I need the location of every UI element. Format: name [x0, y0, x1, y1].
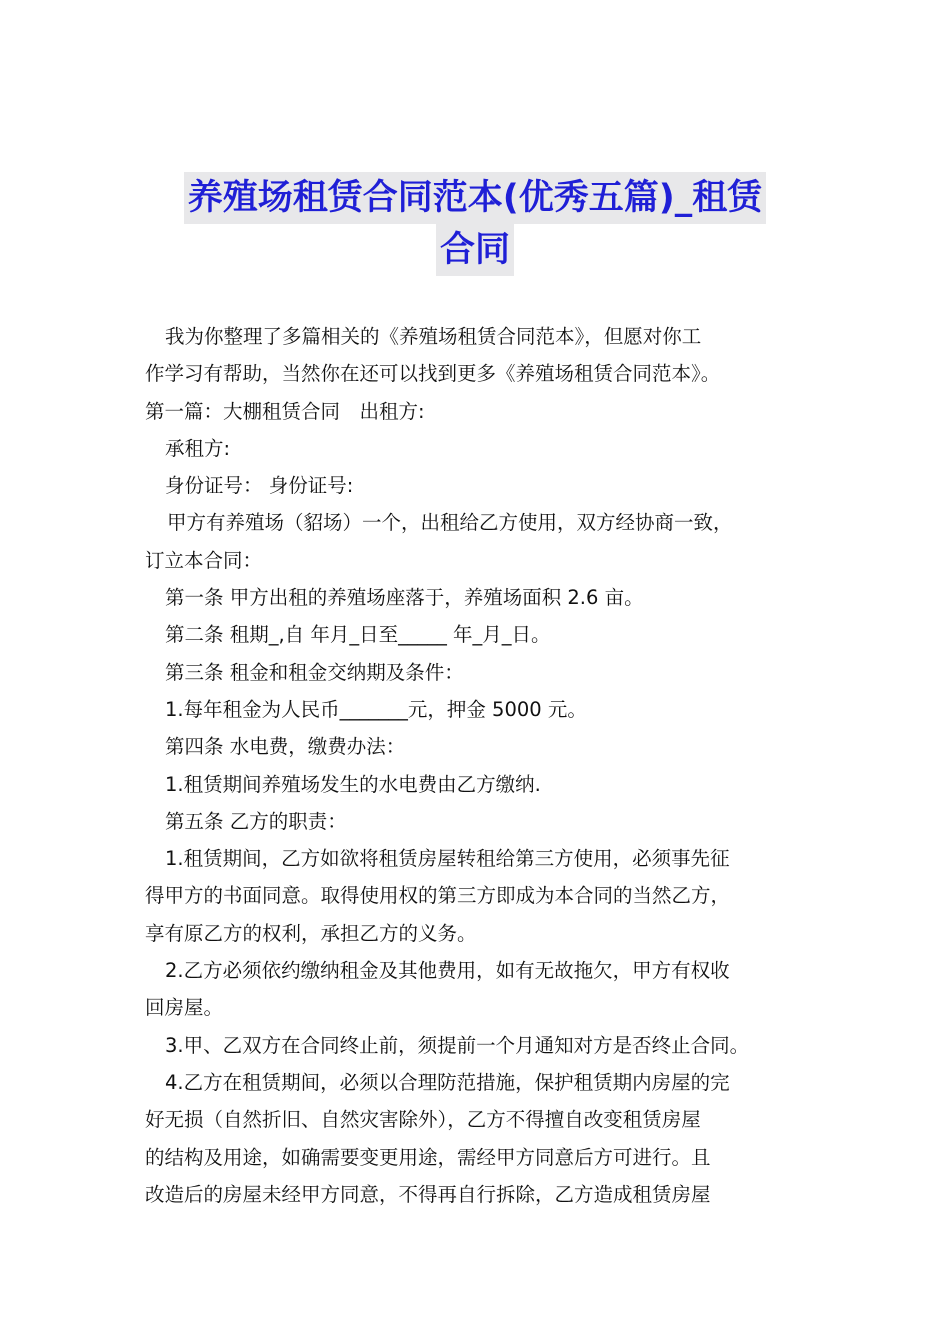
title-line-2: 合同 [436, 224, 514, 276]
paragraph-line: 我为你整理了多篇相关的《养殖场租赁合同范本》，但愿对你工 [165, 325, 702, 348]
paragraph-line: 1.租赁期间，乙方如欲将租赁房屋转租给第三方使用，必须事先征 [165, 847, 730, 871]
paragraph-line: 第四条 水电费，缴费办法： [165, 735, 406, 759]
paragraph-line: 订立本合同： [145, 548, 263, 572]
paragraph-line: 身份证号： 身份证号: [165, 474, 354, 498]
paragraph-line: 1.每年租金为人民币_______元，押金 5000 元。 [165, 697, 587, 721]
paragraph-line: 得甲方的书面同意。取得使用权的第三方即成为本合同的当然乙方， [145, 884, 731, 908]
paragraph-line: 第一条 甲方出租的养殖场座落于，养殖场面积 2.6 亩。 [165, 586, 644, 610]
paragraph-line: 的结构及用途，如确需要变更用途，需经甲方同意后方可进行。且 [145, 1145, 711, 1169]
paragraph-line: 改造后的房屋未经甲方同意，不得再自行拆除，乙方造成租赁房屋 [145, 1182, 711, 1206]
paragraph-line: 享有原乙方的权利，承担乙方的义务。 [145, 921, 477, 945]
paragraph-line: 第五条 乙方的职责： [165, 809, 347, 833]
paragraph-line: 第二条 租期_,自 年月_日至_____ 年_月_日。 [165, 623, 551, 647]
paragraph-line: 回房屋。 [145, 996, 224, 1020]
document-body [145, 318, 825, 1213]
paragraph-line: 作学习有帮助，当然你在还可以找到更多《养殖场租赁合同范本》。 [145, 362, 721, 386]
paragraph-line: 第三条 租金和租金交纳期及条件： [165, 660, 464, 684]
title-line-1: 养殖场租赁合同范本(优秀五篇)_租赁 [184, 172, 767, 224]
paragraph-line: 3.甲、乙双方在合同终止前，须提前一个月通知对方是否终止合同。 [165, 1033, 750, 1057]
paragraph-line: 4.乙方在租赁期间，必须以合理防范措施，保护租赁期内房屋的完 [165, 1070, 730, 1094]
paragraph-line: 第一篇：大棚租赁合同 出租方: [145, 399, 425, 423]
paragraph-line: 好无损（自然折旧、自然灾害除外），乙方不得擅自改变租赁房屋 [145, 1108, 701, 1132]
paragraph-line: 1.租赁期间养殖场发生的水电费由乙方缴纳. [165, 772, 541, 796]
document-title [0, 172, 950, 276]
paragraph-line: 承租方: [165, 436, 231, 460]
paragraph-line: 2.乙方必须依约缴纳租金及其他费用，如有无故拖欠，甲方有权收 [165, 959, 730, 983]
paragraph-line: 甲方有养殖场（貂场）一个，出租给乙方使用，双方经协商一致， [167, 511, 733, 535]
